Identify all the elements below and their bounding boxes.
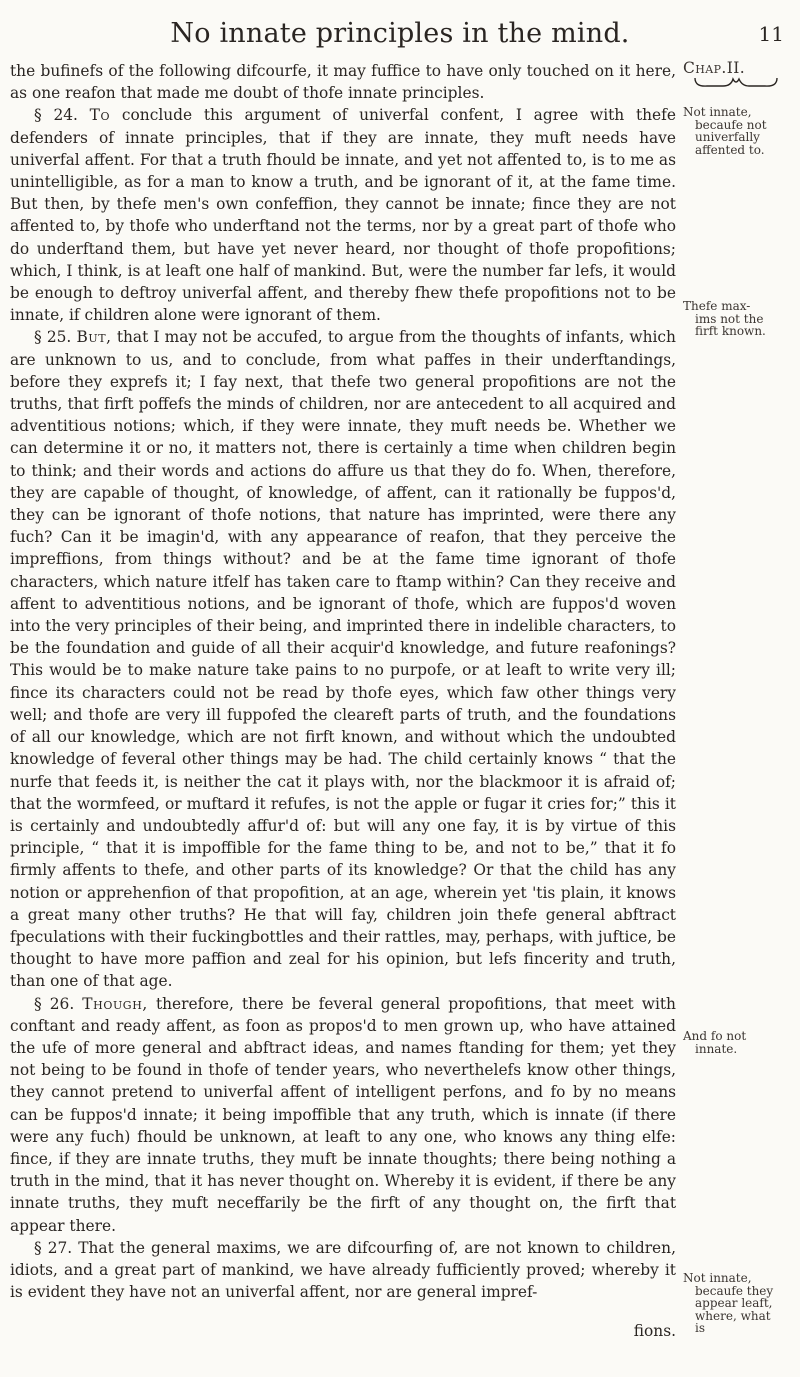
running-header — [0, 18, 800, 54]
section-mark: § 26. — [34, 994, 75, 1013]
paragraph-section-25 — [10, 326, 676, 992]
section-text: that I may not be accufed, to argue from the thoughts of infants, which are unknown to us, and to conclude, from what paffes in their underftandings, before they exprefs it; I fay next, that thefe two general propofitions are not the truths, that firft poffefs the minds of children, nor are antecedent to all acquired and adventitious notions; which, if they were innate, they muft needs be. Whether we can determine it or no, it matters not, there is certainly a time when children begin to think; and their words and actions do affure us that they do fo. When, therefore, they are capable of thought, of knowledge, of affent, can it rationally be fuppos'd, they can be ignorant of thofe notions, that nature has imprinted, were there any fuch? Can it be imagin'd, with any appearance of reafon, that they perceive the impreffions, from things without? and be at the fame time ignorant of thofe characters, which nature itfelf has taken care to ftamp within? Can they receive and affent to adventitious notions, and be ignorant of thofe, which are fuppos'd woven into the very principles of their being, and imprinted there in indelible characters, to be the foundation and guide of all their acquir'd knowledge, and future reafonings? This would be to make nature take pains to no purpofe, or at leaft to write very ill; fince its characters could not be read by thofe eyes, which faw other things very well; and thofe are very ill fuppofed the cleareft parts of truth, and the foundations of all our knowledge, which are not firft known, and without which the undoubted knowledge of feveral other things may be had. The child certainly knows “ that the nurfe that feeds it, is neither the cat it plays with, nor the blackmoor it is afraid of; that the wormfeed, or muftard it refufes, is not the apple or fugar it cries for;” this it is certainly and undoubtedly affur'd of: but will any one fay, it is by virtue of this principle, “ that it is impoffible for the fame thing to be, and not to be,” that it fo firmly affents to thefe, and other parts of its knowledge? Or that the child has any notion or apprehenfion of that propofition, at an age, wherein yet 'tis plain, it knows a great many other truths? He that will fay, children join thefe general abftract fpeculations with their fuckingbottles and their rattles, may, perhaps, with juftice, be thought to have more paffion and zeal for his opinion, but lefs fincerity and truth, than one of that age. — [10, 328, 676, 991]
marginal-note-section-24: Not innate, becaufe not univerfally affented to. — [683, 105, 767, 157]
section-text: That the general maxims, we are difcourfing of, are not known to children, idiots, and a great part of mankind, we have already fufficiently proved; whereby it is evident they have not an univerfal affent, nor are general impref- — [10, 1238, 676, 1302]
section-text: conclude this argument of univerfal confent, I agree with thefe defenders of innate principles, that if they are innate, they muft needs have univerfal affent. For that a truth fhould be innate, and yet not affented to, is to me as unintelligible, as for a man to know a truth, and be ignorant of it, at the fame time. But then, by thefe men's own confeffion, they cannot be innate; fince they are not affented to, by thofe who underftand not the terms, nor by a great part of thofe who do underftand them, but have yet never heard, nor thought of thofe propofitions; which, I think, is at leaft one half of mankind. But, were the number far lefs, it would be enough to deftroy univerfal affent, and thereby fhew thefe propofitions not to be innate, if children alone were ignorant of them. — [10, 106, 676, 325]
section-lead-word: But, — [76, 328, 112, 347]
marginal-note-section-26: And fo not innate. — [683, 1029, 747, 1056]
page-number: 11 — [758, 22, 784, 46]
main-text — [10, 60, 676, 1303]
section-mark: § 27. — [34, 1238, 73, 1257]
marginal-note-section-27: Not innate, becaufe they appear leaft, where, what is — [683, 1271, 774, 1335]
paragraph-section-26 — [10, 993, 676, 1237]
section-lead-word: Though, — [82, 994, 148, 1013]
section-text: therefore, there be feveral general propofitions, that meet with conftant and ready affent, as foon as propos'd to men grown up, who have attained the ufe of more general and abftract ideas, and names ftanding for them; yet they not being to be found in thofe of tender years, who neverthelefs know other things, they cannot pretend to univerfal affent of intelligent perfons, and fo by no means can be fuppos'd innate; it being impoffible that any truth, which is innate (if there were any fuch) fhould be unknown, at leaft to any one, who knows any thing elfe: fince, if they are innate truths, they muft be innate thoughts; there being nothing a truth in the mind, that it has never thought on. Whereby it is evident, if there be any innate truths, they muft neceffarily be the firft of any thought on, the firft that appear there. — [10, 994, 676, 1235]
section-lead-word: To — [89, 106, 111, 125]
marginal-note-section-25: Thefe max- ims not the firft known. — [683, 299, 766, 338]
catchword: fions. — [633, 1322, 676, 1340]
bracket-ornament — [693, 76, 779, 90]
paragraph-section-27 — [10, 1237, 676, 1304]
chapter-label: Chap.II. — [683, 59, 746, 77]
section-mark: § 25. — [34, 328, 72, 347]
paragraph-intro: the bufinefs of the following difcourfe, it may fuffice to have only touched on it here, as one reafon that made me doubt of thofe innate principles. — [10, 62, 676, 103]
paragraph-section-24 — [10, 104, 676, 326]
running-title: No innate principles in the mind. — [170, 18, 630, 49]
section-mark: § 24. — [34, 106, 78, 125]
